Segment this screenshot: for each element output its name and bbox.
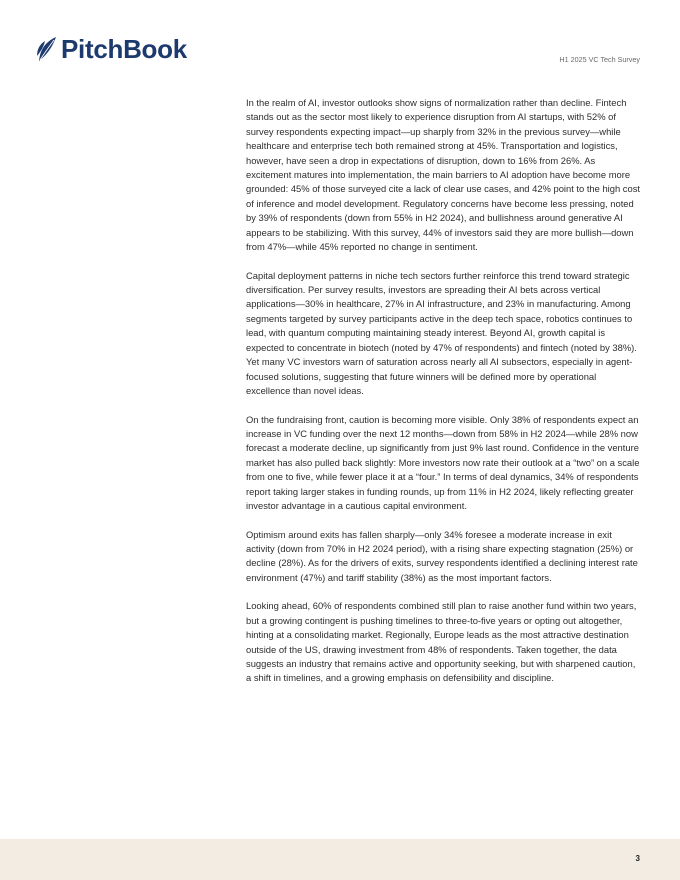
paragraph-exits: Optimism around exits has fallen sharply—only 34% foresee a moderate increase in exit activity (down from 70% in H2 2024 period), with a rising share expecting stagnation (25%) or decline (28%). As for the drivers of exits, survey respondents identified a declining interest rate environment (47%) and tariff stability (38%) as the most important factors.: [246, 528, 638, 583]
pitchbook-logo: [36, 34, 187, 64]
document-title: H1 2025 VC Tech Survey: [559, 55, 640, 64]
leaf-icon: [36, 36, 58, 62]
paragraph-fundraising: On the fundraising front, caution is becoming more visible. Only 38% of respondents expect an increase in VC funding over the next 12 months—down from 58% in H2 2024—while 28% now forecast a moderate decline, up significantly from just 9% last round. Confidence in the venture market has also pulled back slightly: More investors now rate their outlook at a “two” on a scale from one to five, while fewer place it at a “four.” In terms of deal dynamics, 34% of respondents report taking larger stakes in funding rounds, up from 11% in H2 2024, likely reflecting greater investor advantage in a cautious capital environment.: [246, 413, 640, 511]
paragraph-capital-deployment: Capital deployment patterns in niche tech sectors further reinforce this trend toward strategic diversification. Per survey results, investors are spreading their AI bets across vertical applications—30% in healthcare, 27% in AI infrastructure, and 23% in manufacturing. Among segments targeted by survey participants active in the deep tech space, robotics continues to lead, with quantum computing maintaining steady interest. Beyond AI, growth capital is expected to concentrate in biotech (noted by 47% of respondents) and fintech (noted by 38%). Yet many VC investors warn of saturation across nearly all AI subsectors, especially in agent-focused solutions, suggesting that future winners will be defined more by operational excellence than novel ideas.: [246, 269, 637, 396]
paragraph-ai-outlook: In the realm of AI, investor outlooks show signs of normalization rather than decline. Fintech stands out as the sector most likely to experience disruption from AI startups, with 52% of survey respondents expecting impact—up sharply from 32% in the previous survey—while healthcare and enterprise tech both remained strong at 45%. Transportation and logistics, however, have seen a drop in expectations of disruption, down to 16% from 26%. As excitement matures into implementation, the main barriers to AI adoption have become more grounded: 45% of those surveyed cite a lack of clear use cases, and 42% point to the high cost of inference and model development. Regulatory concerns have become less pressing, noted by 39% of respondents (down from 55% in H2 2024), and bullishness around generative AI appears to be stabilizing. With this survey, 44% of investors said they are more bullish—down from 47%—while 45% reported no change in sentiment.: [246, 97, 640, 253]
logo-text: PitchBook: [61, 34, 187, 64]
page-footer: [0, 839, 680, 880]
article-body: [246, 96, 642, 700]
page-header: [36, 34, 640, 68]
page-number: 3: [635, 854, 640, 863]
paragraph-looking-ahead: Looking ahead, 60% of respondents combined still plan to raise another fund within two years, but a growing contingent is pushing timelines to three-to-five years or opting out altogether, hinting at a consolidating market. Regionally, Europe leads as the most attractive destination outside of the US, drawing investment from 48% of respondents. Taken together, the data suggests an industry that remains active and opportunity seeking, but with sharpened caution, a shift in timelines, and a growing emphasis on defensibility and discipline.: [246, 600, 637, 684]
